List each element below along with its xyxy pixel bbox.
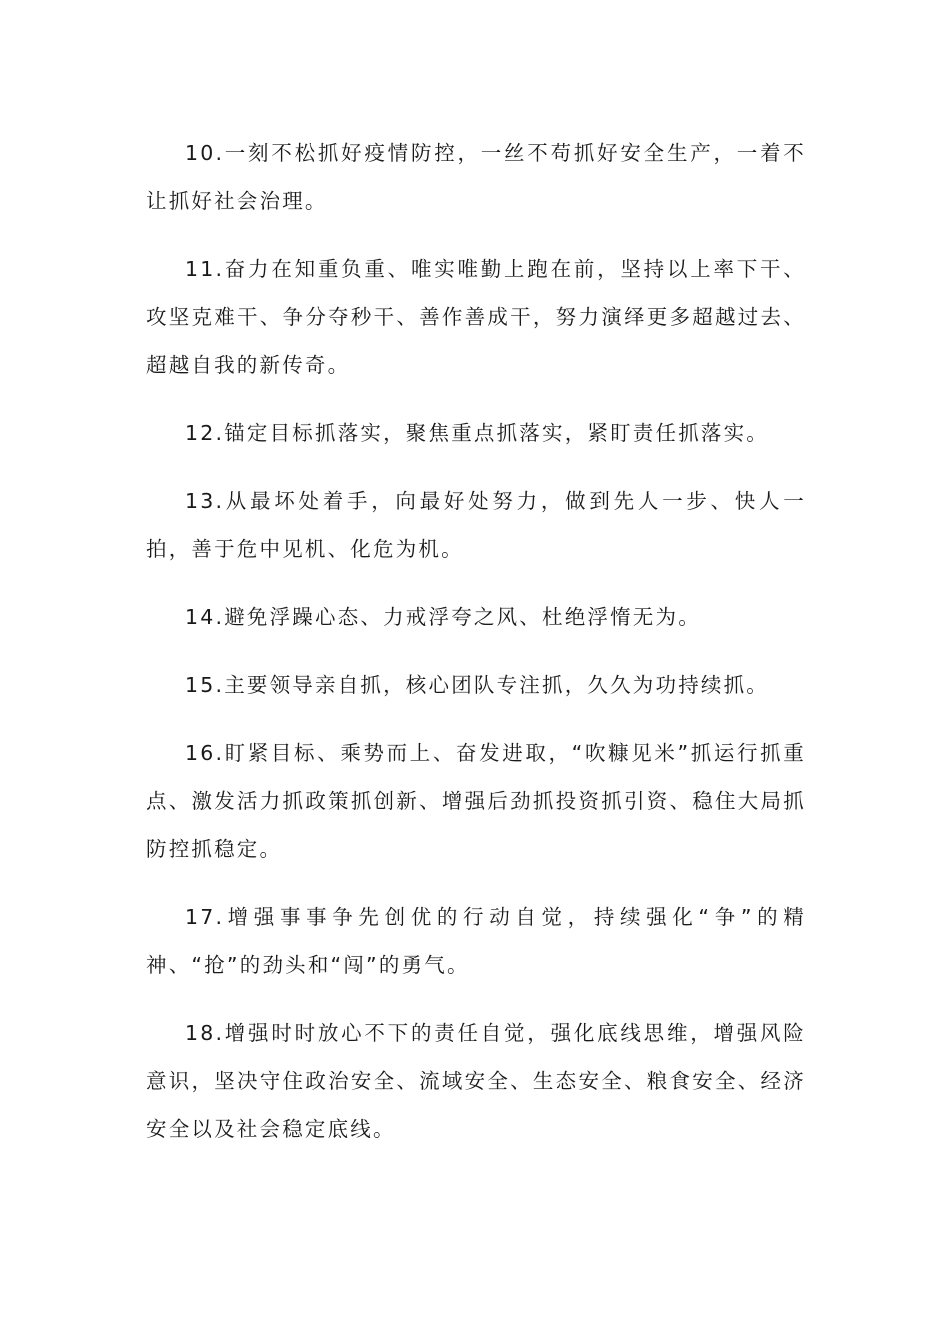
paragraph-12: 12.锚定目标抓落实，聚焦重点抓落实，紧盯责任抓落实。 [185,421,770,445]
document-body [146,129,806,1173]
paragraph-17: 17.增强事事争先创优的行动自觉，持续强化“争”的精神、“抢”的劲头和“闯”的勇气。 [146,905,806,977]
paragraph-13: 13.从最坏处着手，向最好处努力，做到先人一步、快人一拍，善于危中见机、化危为机。 [146,489,806,561]
paragraph-18: 18.增强时时放心不下的责任自觉，强化底线思维，增强风险意识，坚决守住政治安全、流域安全、生态安全、粮食安全、经济安全以及社会稳定底线。 [146,1021,806,1141]
paragraph-14: 14.避免浮躁心态、力戒浮夸之风、杜绝浮惰无为。 [185,605,701,629]
paragraph-11: 11.奋力在知重负重、唯实唯勤上跑在前，坚持以上率下干、攻坚克难干、争分夺秒干、善作善成干，努力演绎更多超越过去、超越自我的新传奇。 [146,257,806,377]
paragraph-16: 16.盯紧目标、乘势而上、奋发进取，“吹糠见米”抓运行抓重点、激发活力抓政策抓创新、增强后劲抓投资抓引资、稳住大局抓防控抓稳定。 [146,741,806,861]
paragraph-15: 15.主要领导亲自抓，核心团队专注抓，久久为功持续抓。 [185,673,770,697]
paragraph-10: 10.一刻不松抓好疫情防控，一丝不苟抓好安全生产，一着不让抓好社会治理。 [146,141,806,213]
